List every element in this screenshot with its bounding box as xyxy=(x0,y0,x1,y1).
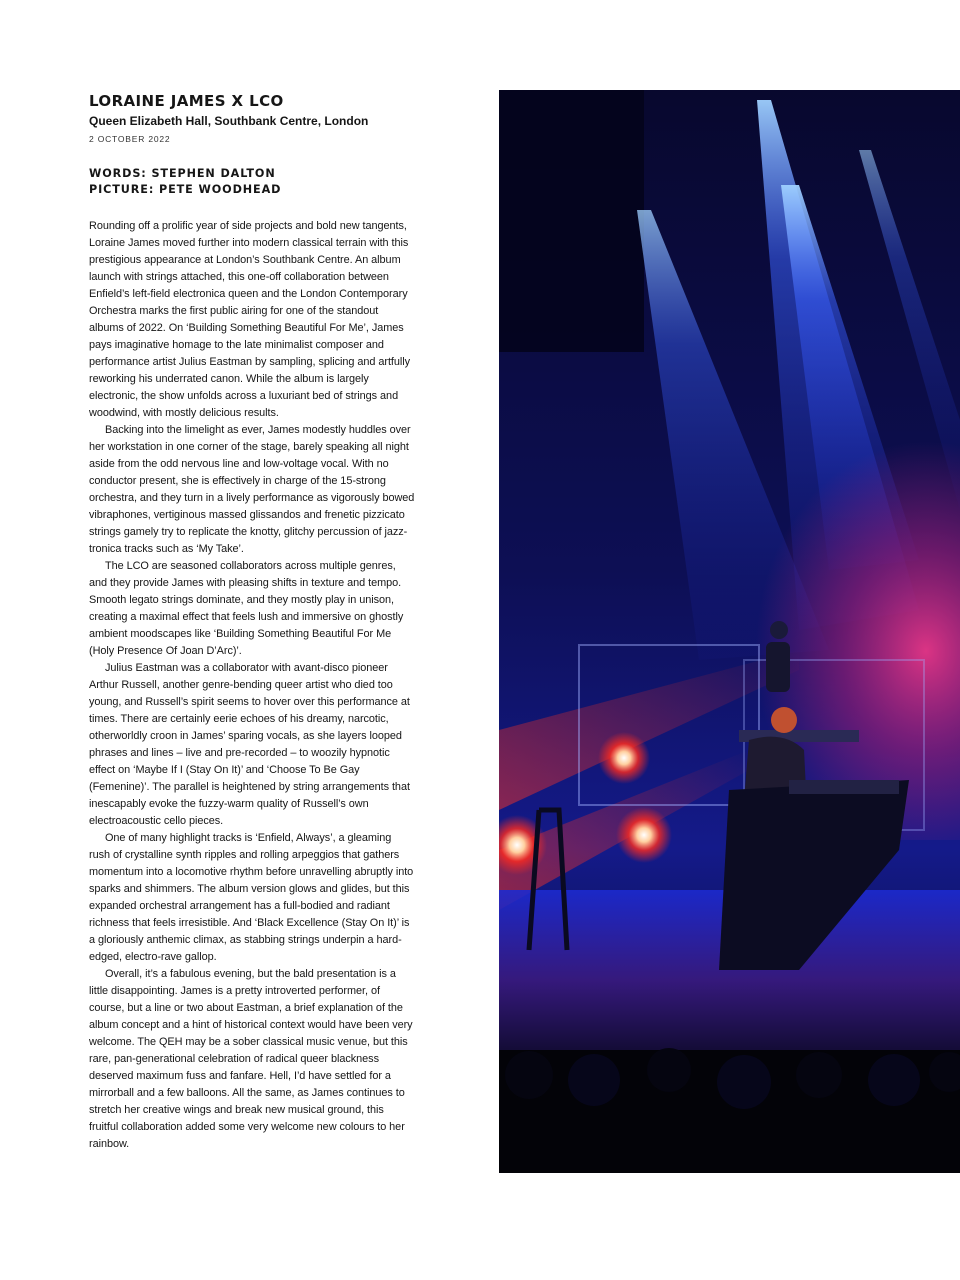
red-light xyxy=(616,807,672,863)
audience-head xyxy=(717,1055,771,1109)
speaker-stack xyxy=(499,90,644,352)
musician-head xyxy=(770,621,788,639)
body-paragraph: Backing into the limelight as ever, James modestly huddles over her workstation in one corner of the stage, barely speaking all night aside from the odd nervous line and low-voltage vocal. With no conductor present, she is effectively in charge of the 15-strong orchestra, and they turn in a lively performance as vigorously bowed vibraphones, vertiginous massed glissandos and frenetic pizzicato strings gamely try to replicate the knotty, glitchy percussion of jazz-tronica tracks such as ‘My Take’. xyxy=(89,424,415,555)
performer-head xyxy=(771,707,797,733)
article-body xyxy=(89,218,415,1153)
audience-head xyxy=(568,1054,620,1106)
synth-keyboard xyxy=(789,780,899,794)
article-title: LORAINE JAMES X LCO xyxy=(89,92,284,110)
credits xyxy=(89,166,415,198)
article-column xyxy=(89,92,415,1153)
body-paragraph: Julius Eastman was a collaborator with avant-disco pioneer Arthur Russell, another genre-bending queer artist who died too young, and Russell’s spirit seems to hover over this performance at times. There are certainly eerie echoes of his dreamy, narcotic, otherworldly croon in James’ sparing vocals, as she layers looped phrases and lines – live and pre-recorded – to woozily hypnotic effect on ‘Maybe If I (Stay On It)’ and ‘Choose To Be Gay (Femenine)’. The parallel is heightened by string arrangements that inescapably evoke the fuzzy-warm quality of Russell’s own electroacoustic cello pieces. xyxy=(89,662,410,827)
musician-body xyxy=(766,642,790,692)
red-light xyxy=(598,732,650,784)
body-paragraph: Rounding off a prolific year of side projects and bold new tangents, Loraine James moved further into modern classical terrain with this prestigious appearance at London’s Southbank Centre. An album launch with strings attached, this one-off collaboration between Enfield’s left-field electronica queen and the London Contemporary Orchestra marks the first public airing for one of the standout albums of 2022. On ‘Building Something Beautiful For Me’, James pays imaginative homage to the late minimalist composer and performance artist Julius Eastman by sampling, splicing and artfully reworking his underrated canon. While the album is largely electronic, the show unfolds across a luxuriant bed of strings and woodwind, with mostly delicious results. xyxy=(89,220,411,419)
audience-head xyxy=(796,1052,842,1098)
concert-photo xyxy=(499,90,960,1173)
words-credit: WORDS: STEPHEN DALTON xyxy=(89,167,276,180)
venue-line: Queen Elizabeth Hall, Southbank Centre, London xyxy=(89,114,369,128)
picture-credit: PICTURE: PETE WOODHEAD xyxy=(89,183,282,196)
audience-head xyxy=(505,1051,553,1099)
event-date: 2 OCTOBER 2022 xyxy=(89,134,171,144)
audience-head xyxy=(868,1054,920,1106)
stage-illustration xyxy=(499,90,960,1173)
body-paragraph: One of many highlight tracks is ‘Enfield, Always’, a gleaming rush of crystalline synth ripples and rolling arpeggios that gathers momentum into a locomotive rhythm before unravelling abruptly into sparks and shimmers. The album version glows and glides, but this expanded orchestral arrangement has a full-bodied and radiant richness that feels irresistible. And ‘Black Excellence (Stay On It)’ is a gloriously anthemic climax, as stabbing strings underpin a hard-edged, electro-rave gallop. xyxy=(89,832,414,963)
audience-head xyxy=(647,1048,691,1092)
body-paragraph: Overall, it’s a fabulous evening, but the bald presentation is a little disappointing. James is a pretty introverted performer, of course, but a line or two about Eastman, a brief explanation of the album concept and a hint of historical context would have been very welcome. The QEH may be a sober classical music venue, but this rare, pan-generational celebration of radical queer blackness deserved maximum fuss and fanfare. Hell, I’d have settled for a mirrorball and a few balloons. All the same, as James continues to stretch her creative wings and break new musical ground, this fruitful collaboration added some very welcome new colours to her rainbow. xyxy=(89,968,413,1150)
body-paragraph: The LCO are seasoned collaborators across multiple genres, and they provide James with pleasing shifts in texture and tempo. Smooth legato strings dominate, and they mostly play in unison, creating a maximal effect that feels lush and immersive on ghostly ambient moodscapes like ‘Building Something Beautiful For Me (Holy Presence Of Joan D’Arc)’. xyxy=(89,560,404,657)
